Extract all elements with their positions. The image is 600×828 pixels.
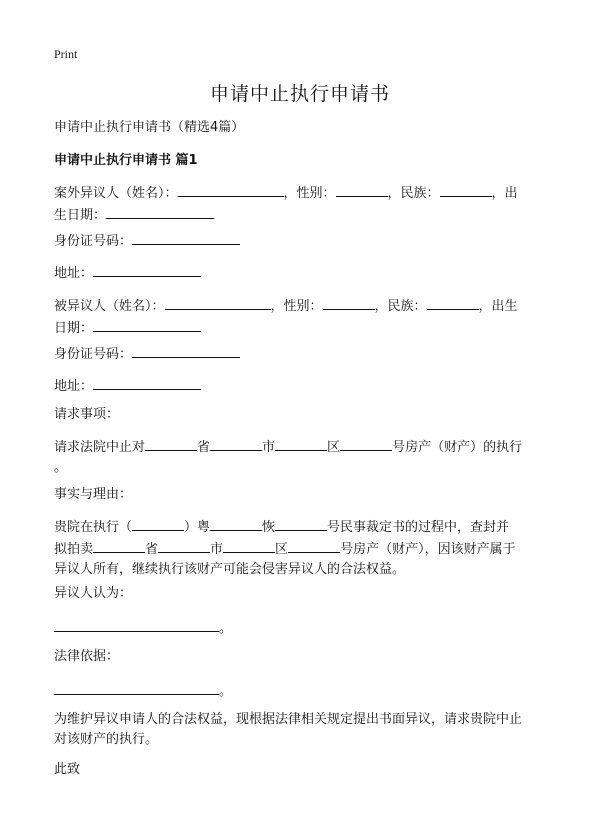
outside-gender-field[interactable]: [336, 182, 388, 197]
address-line-1: [54, 262, 550, 284]
closing-paragraph: [54, 710, 550, 750]
outside-name-field[interactable]: [178, 182, 284, 197]
respondent-gender-label: ，性别：: [270, 299, 323, 314]
outside-gender-label: ，性别：: [283, 186, 336, 201]
respondent-birth-field[interactable]: [93, 317, 201, 332]
respondent-gender-field[interactable]: [323, 295, 375, 310]
request-district-field[interactable]: [275, 436, 327, 451]
sign-off: 此致: [54, 762, 81, 777]
section-heading: 申请中止执行申请书 篇1: [54, 153, 198, 168]
document-subtitle: 申请中止执行申请书（精选4篇）: [54, 120, 245, 135]
closing-line-2: 对该财产的执行。: [54, 732, 159, 747]
id-label-1: 身份证号码：: [54, 234, 133, 249]
respondent-birth-label-a: ，出生: [478, 299, 518, 314]
respondent-ethnicity-label: ，民族：: [374, 299, 427, 314]
objector-line: [54, 617, 550, 639]
respondent-birth-label-b: 日期：: [54, 321, 94, 336]
print-link[interactable]: Print: [54, 47, 78, 61]
outside-name-label: 案外异议人（姓名）：: [54, 186, 178, 201]
facts-t6: 省: [145, 542, 159, 557]
request-city-label: 市: [262, 440, 276, 455]
respondent-ethnicity-field[interactable]: [427, 295, 479, 310]
facts-t3: 恢: [262, 520, 276, 535]
law-line: [54, 680, 550, 702]
request-prefix: 请求法院中止对: [54, 440, 146, 455]
respondent-line: [54, 295, 550, 339]
facts-t4: 号民事裁定书的过程中，查封并: [327, 520, 510, 535]
address-label-2: 地址：: [54, 379, 94, 394]
facts-number-field[interactable]: [288, 538, 340, 553]
request-province-label: 省: [197, 440, 211, 455]
facts-district-field[interactable]: [223, 538, 275, 553]
outside-birth-label-a: ，出: [491, 186, 518, 201]
facts-province-field[interactable]: [93, 538, 145, 553]
facts-t9: 号房产（财产），因该财产属于: [340, 542, 516, 557]
request-paragraph: [54, 436, 550, 478]
id-line-1: [54, 230, 550, 252]
id-field-2[interactable]: [132, 343, 240, 358]
law-heading: 法律依据：: [54, 649, 120, 664]
objector-end: 。: [219, 621, 233, 636]
facts-heading: 事实与理由：: [54, 487, 133, 502]
outside-birth-field[interactable]: [106, 204, 214, 219]
respondent-name-label: 被异议人（姓名）：: [54, 299, 165, 314]
objector-heading: 异议人认为：: [54, 586, 133, 601]
request-number-field[interactable]: [340, 436, 392, 451]
outside-birth-label-b: 生日期：: [54, 208, 107, 223]
law-basis-field[interactable]: [54, 680, 219, 695]
facts-paragraph: [54, 516, 550, 580]
objector-opinion-field[interactable]: [54, 617, 219, 632]
address-field-2[interactable]: [93, 375, 201, 390]
facts-t5: 拟拍卖: [54, 542, 94, 557]
id-field-1[interactable]: [132, 230, 240, 245]
request-district-label: 区: [327, 440, 341, 455]
address-field-1[interactable]: [93, 262, 201, 277]
facts-court-field[interactable]: [210, 516, 262, 531]
request-suffix: 号房产（财产）的执行: [392, 440, 523, 455]
request-city-field[interactable]: [210, 436, 262, 451]
request-province-field[interactable]: [145, 436, 197, 451]
outside-party-line: [54, 182, 550, 226]
facts-t8: 区: [275, 542, 289, 557]
id-label-2: 身份证号码：: [54, 347, 133, 362]
request-heading: 请求事项：: [54, 407, 120, 422]
facts-t1: 贵院在执行（: [54, 520, 133, 535]
address-line-2: [54, 375, 550, 397]
outside-ethnicity-field[interactable]: [440, 182, 492, 197]
facts-t7: 市: [210, 542, 224, 557]
respondent-name-field[interactable]: [165, 295, 271, 310]
id-line-2: [54, 343, 550, 365]
law-end: 。: [219, 684, 233, 699]
facts-case-field[interactable]: [275, 516, 327, 531]
outside-ethnicity-label: ，民族：: [387, 186, 440, 201]
document-title: 申请中止执行申请书: [209, 83, 390, 105]
facts-t2: ）粤: [184, 520, 211, 535]
facts-year-field[interactable]: [132, 516, 184, 531]
facts-city-field[interactable]: [158, 538, 210, 553]
request-end: 。: [54, 460, 68, 475]
address-label-1: 地址：: [54, 266, 94, 281]
closing-line-1: 为维护异议申请人的合法权益，现根据法律相关规定提出书面异议，请求贵院中止: [54, 712, 523, 727]
facts-t10: 异议人所有，继续执行该财产可能会侵害异议人的合法权益。: [54, 562, 406, 577]
